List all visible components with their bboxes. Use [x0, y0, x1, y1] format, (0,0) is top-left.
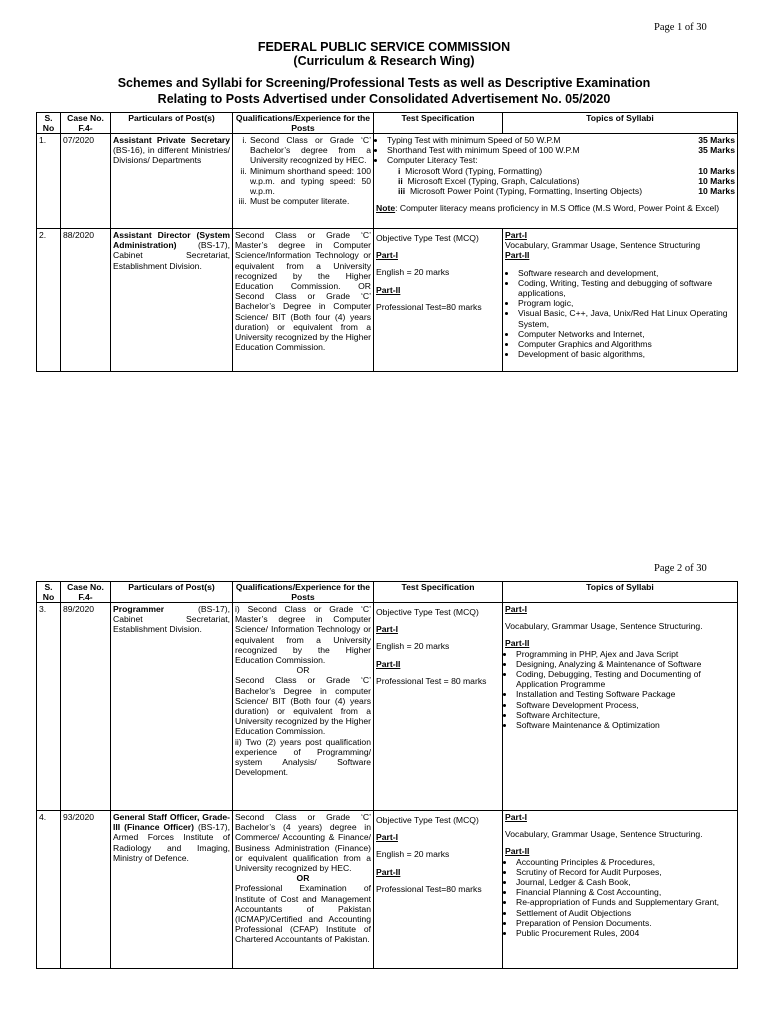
- list-item: • Software research and development,: [517, 268, 735, 278]
- post-title: General Staff Officer, Grade-III (Finance Officer): [113, 812, 230, 833]
- syllabus-part-1-text: Vocabulary, Grammar Usage, Sentence Structuring.: [505, 829, 703, 840]
- note-label: Note: [376, 203, 396, 214]
- list-item: • Coding, Debugging, Testing and Documenting of Application Programme: [515, 669, 735, 689]
- tests-cell: [374, 229, 503, 372]
- syllabus-part-1-text: Vocabulary, Grammar Usage, Sentence Structuring.: [505, 621, 703, 632]
- list-item: • Software Development Process,: [515, 700, 735, 710]
- tests-cell: [374, 134, 738, 229]
- table-header-row: [37, 113, 738, 134]
- table-header-row: [37, 582, 738, 603]
- table-row: [37, 134, 738, 229]
- list-item: • Installation and Testing Software Package: [515, 689, 735, 699]
- qualification-item: i. Second Class or Grade ‘C’ Bachelor’s degree from a University recognized by HEC.: [249, 135, 371, 166]
- test-english: English = 20 marks: [376, 267, 450, 278]
- literacy-item: iii Microsoft Power Point (Typing, Formatting, Inserting Objects) 10 Marks: [398, 186, 735, 197]
- qualification-item: Professional Examination of Institute of Cost and Management Accountants of Pakistan (ICMAP)/Certified and Accounting Professional (CFAP) Institute of Chartered Accountants of Pakistan.: [235, 883, 371, 945]
- syllabus-part-1: Part-I: [505, 812, 527, 822]
- list-item: • Coding, Writing, Testing and debugging of software applications,: [517, 278, 735, 298]
- table-row: [37, 811, 738, 969]
- qualification-item: iii. Must be computer literate.: [249, 196, 371, 206]
- test-part-2: Part-II: [376, 866, 401, 877]
- tests-cell: [374, 603, 503, 811]
- post-detail: (BS-17), Cabinet Secretariat, Establishment Division.: [113, 604, 230, 635]
- header-sno: S. No: [37, 113, 61, 134]
- sno-cell: 3.: [37, 603, 61, 811]
- syllabus-part-2: Part-II: [505, 250, 530, 261]
- sno-cell: 2.: [37, 229, 61, 372]
- post-title: Assistant Director (System Administration): [113, 230, 230, 251]
- literacy-item: i Microsoft Word (Typing, Formatting) 10 Marks: [398, 165, 735, 176]
- scheme-title-line-2: Relating to Posts Advertised under Consolidated Advertisement No. 05/2020: [157, 92, 611, 106]
- test-part-2: Part-II: [376, 658, 401, 669]
- list-item: • Programming in PHP, Ajex and Java Script: [515, 649, 735, 659]
- header-case-no: Case No. F.4-: [61, 113, 111, 134]
- header-sno: S. No: [37, 582, 61, 603]
- qualifications-cell: [233, 811, 374, 969]
- test-objective: Objective Type Test (MCQ): [376, 233, 479, 243]
- particulars-cell: [111, 811, 233, 969]
- header-qualifications: Qualifications/Experience for the Posts: [233, 582, 374, 603]
- list-item: • Journal, Ledger & Cash Book,: [515, 877, 735, 887]
- header-test-spec: Test Specification: [374, 582, 503, 603]
- qualifications-cell: Second Class or Grade ‘C’ Master’s degree in Computer Science/Information Technology or equivalent from a University recognized by the Higher Education Commission. OR Second Class or Grade ‘C’ Bachelor’s Degree in Computer Science/ BIT (Both four (4) years duration) or equivalent from a University recognized by the Higher Education Commission.: [233, 229, 374, 372]
- case-no-cell: 88/2020: [61, 229, 111, 372]
- post-title: Programmer: [113, 604, 165, 614]
- header-particulars: Particulars of Post(s): [111, 582, 233, 603]
- header-case-no: Case No. F.4-: [61, 582, 111, 603]
- test-professional: Professional Test = 80 marks: [376, 675, 487, 686]
- list-item: • Software Architecture,: [515, 710, 735, 720]
- test-item: • Computer Literacy Test:: [386, 155, 735, 165]
- or-separator: OR: [296, 665, 310, 676]
- tests-cell: [374, 811, 503, 969]
- test-part-2: Part-II: [376, 284, 401, 295]
- list-item: • Public Procurement Rules, 2004: [515, 928, 735, 938]
- sno-cell: 4.: [37, 811, 61, 969]
- qualification-item: ii) Two (2) years post qualification experience of Programming/ system Analysis/ Software Development.: [235, 736, 371, 778]
- test-part-1: Part-I: [376, 624, 398, 635]
- header-test-spec: Test Specification: [374, 113, 503, 134]
- table-row: [37, 229, 738, 372]
- syllabus-part-1-text: Vocabulary, Grammar Usage, Sentence Structuring: [505, 240, 701, 251]
- case-no-cell: 07/2020: [61, 134, 111, 229]
- note-text: : Computer literacy means proficiency in M.S Office (M.S Word, Power Point & Excel): [395, 203, 720, 214]
- post-detail: (BS-17), Armed Forces Institute of Radiology and Imaging, Ministry of Defence.: [113, 822, 230, 863]
- list-item: • Preparation of Pension Documents.: [515, 918, 735, 928]
- page-number: Page 1 of 30: [654, 22, 707, 33]
- syllabus-table-page-2: [36, 581, 738, 969]
- note: [376, 203, 735, 213]
- table-row: [37, 603, 738, 811]
- particulars-cell: [111, 229, 233, 372]
- post-title: Assistant Private Secretary: [113, 135, 230, 145]
- header-qualifications: Qualifications/Experience for the Posts: [233, 113, 374, 134]
- test-item: • Shorthand Test with minimum Speed of 100 W.P.M 35 Marks: [386, 145, 735, 155]
- case-no-cell: 89/2020: [61, 603, 111, 811]
- test-objective: Objective Type Test (MCQ): [376, 607, 479, 617]
- test-item: • Typing Test with minimum Speed of 50 W.P.M 35 Marks: [386, 135, 735, 145]
- list-item: • Visual Basic, C++, Java, Unix/Red Hat Linux Operating System,: [517, 308, 735, 328]
- qualifications-cell: [233, 134, 374, 229]
- post-detail: (BS-16), in different Ministries/ Divisions/ Departments: [113, 145, 230, 166]
- list-item: • Designing, Analyzing & Maintenance of Software: [515, 659, 735, 669]
- qualification-item: Second Class or Grade ‘C’ Bachelor’s (4 years) degree in Commerce/ Accounting & Finance/ Business Administration (Finance) or equivalent qualification from a University recognized by HEC.: [235, 812, 371, 874]
- particulars-cell: [111, 134, 233, 229]
- test-english: English = 20 marks: [376, 641, 450, 652]
- test-english: English = 20 marks: [376, 849, 450, 860]
- test-part-1: Part-I: [376, 250, 398, 261]
- header-topics: Topics of Syllabi: [503, 113, 738, 134]
- test-part-1: Part-I: [376, 832, 398, 843]
- org-title: FEDERAL PUBLIC SERVICE COMMISSION: [257, 40, 511, 54]
- list-item: • Software Maintenance & Optimization: [515, 720, 735, 730]
- qualification-item: Second Class or Grade ‘C’ Bachelor’s Degree in computer Science/ BIT (Both four (4) years duration) or equivalent from a University recognized by the Higher Education Commission.: [235, 675, 371, 737]
- syllabus-part-2: Part-II: [505, 846, 530, 857]
- marks: 35 Marks: [698, 145, 735, 156]
- post-detail: (BS-17), Cabinet Secretariat, Establishment Division.: [113, 240, 230, 271]
- list-item: • Computer Graphics and Algorithms: [517, 339, 735, 349]
- scheme-title-line-1: Schemes and Syllabi for Screening/Professional Tests as well as Descriptive Examination: [117, 76, 651, 90]
- list-item: • Scrutiny of Record for Audit Purposes,: [515, 867, 735, 877]
- topics-cell: [503, 811, 738, 969]
- list-item: • Financial Planning & Cost Accounting,: [515, 887, 735, 897]
- marks: 35 Marks: [698, 135, 735, 145]
- list-item: • Program logic,: [517, 298, 735, 308]
- test-objective: Objective Type Test (MCQ): [376, 815, 479, 825]
- header-topics: Topics of Syllabi: [503, 582, 738, 603]
- wing-title: (Curriculum & Research Wing): [293, 54, 475, 68]
- list-item: • Development of basic algorithms,: [517, 349, 735, 359]
- list-item: • Settlement of Audit Objections: [515, 908, 735, 918]
- qualification-item: i) Second Class or Grade ‘C’ Master’s degree in Computer Science/ Information Technology or equivalent from a University recognized by the Higher Education Commission.: [235, 604, 371, 666]
- header-particulars: Particulars of Post(s): [111, 113, 233, 134]
- topics-cell: [503, 229, 738, 372]
- test-professional: Professional Test=80 marks: [376, 883, 482, 894]
- literacy-item: ii Microsoft Excel (Typing, Graph, Calculations) 10 Marks: [398, 175, 735, 186]
- list-item: • Re-appropriation of Funds and Supplementary Grant,: [515, 897, 735, 907]
- syllabus-part-2: Part-II: [505, 638, 530, 649]
- list-item: • Computer Networks and Internet,: [517, 329, 735, 339]
- qualification-item: ii. Minimum shorthand speed: 100 w.p.m. and typing speed: 50 w.p.m.: [249, 166, 371, 197]
- qualifications-cell: [233, 603, 374, 811]
- sno-cell: 1.: [37, 134, 61, 229]
- syllabus-table-page-1: [36, 112, 738, 372]
- syllabus-part-1: Part-I: [505, 230, 527, 240]
- test-professional: Professional Test=80 marks: [376, 301, 482, 312]
- syllabus-part-1: Part-I: [505, 604, 527, 614]
- page-number: Page 2 of 30: [654, 563, 707, 574]
- list-item: • Accounting Principles & Procedures,: [515, 857, 735, 867]
- particulars-cell: [111, 603, 233, 811]
- or-separator: OR: [296, 873, 310, 884]
- topics-cell: [503, 603, 738, 811]
- case-no-cell: 93/2020: [61, 811, 111, 969]
